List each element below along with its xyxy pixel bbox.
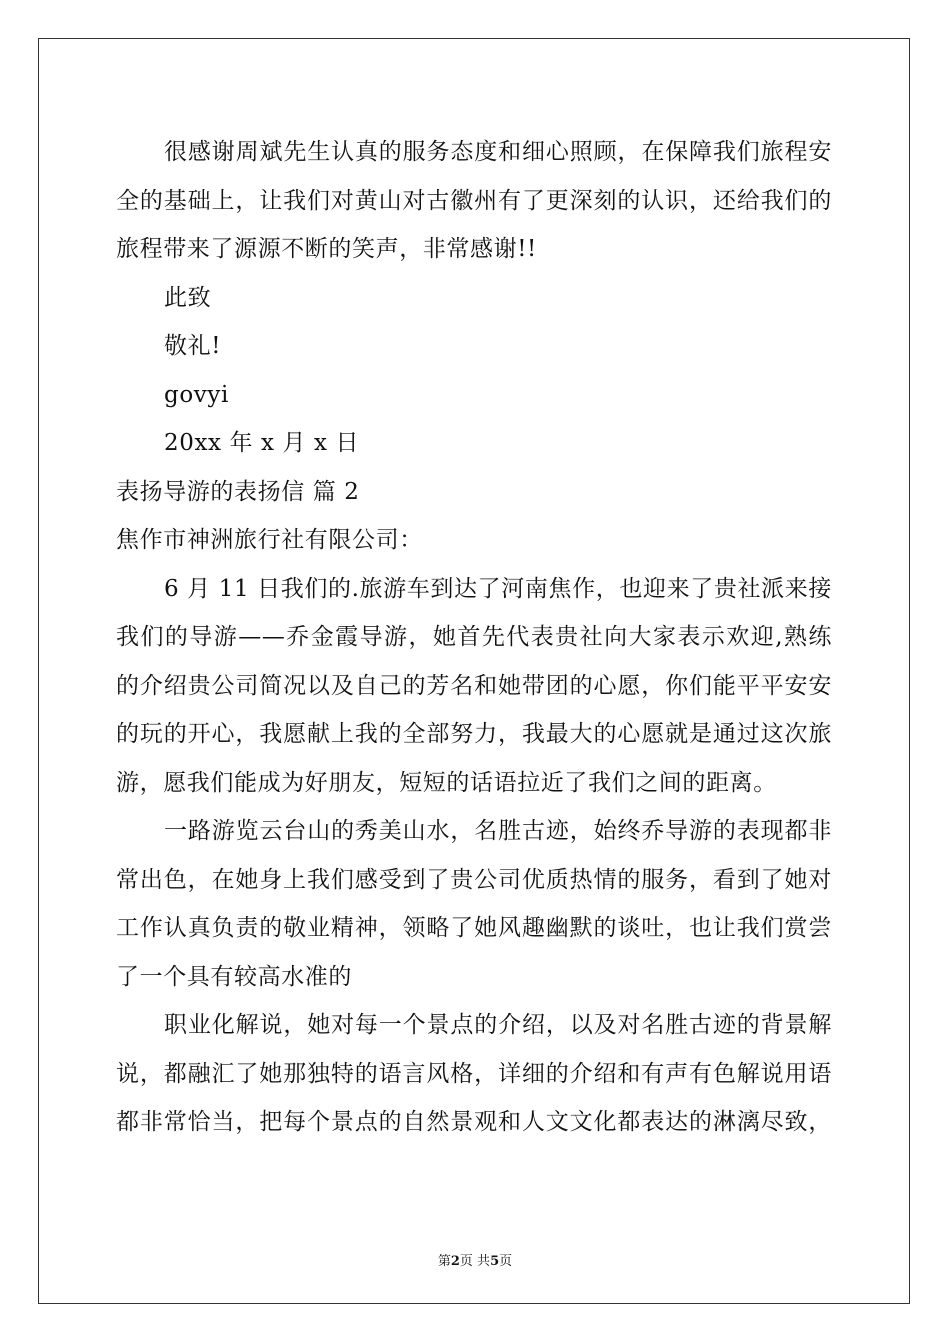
paragraph-line: 了一个具有较高水准的 (116, 963, 352, 990)
letter-date: 20xx 年 x 月 x 日 (164, 430, 360, 456)
paragraph-line: 一路游览云台山的秀美山水，名胜古迹，始终乔导游的表现都非 (164, 818, 832, 844)
total-page-number: 5 (490, 1254, 500, 1269)
paragraph-line: 都非常恰当，把每个景点的自然景观和人文文化都表达的淋漓尽致， (116, 1109, 832, 1135)
paragraph-line: 游，愿我们能成为好朋友，短短的话语拉近了我们之间的距离。 (116, 769, 777, 796)
section-title: 表扬导游的表扬信 篇 2 (116, 478, 360, 505)
paragraph-line: 工作认真负责的敬业精神，领略了她风趣幽默的谈吐，也让我们赏尝 (116, 915, 832, 941)
paragraph-line: 常出色，在她身上我们感受到了贵公司优质热情的服务，看到了她对 (116, 866, 832, 893)
paragraph-line: 的介绍贵公司简况以及自己的芳名和她带团的心愿，你们能平平安安 (116, 672, 832, 699)
paragraph-line: 职业化解说，她对每一个景点的介绍，以及对名胜古迹的背景解 (164, 1012, 832, 1038)
paragraph-line: 说，都融汇了她那独特的语言风格，详细的介绍和有声有色解说用语 (116, 1060, 832, 1087)
page-prefix: 第 (437, 1254, 451, 1269)
salutation: 此致 (164, 284, 212, 311)
page-footer (0, 1250, 950, 1269)
respect-closing: 敬礼! (164, 333, 222, 359)
letter-body (116, 128, 832, 1147)
signature: govyi (164, 381, 229, 408)
paragraph-line: 全的基础上，让我们对黄山对古徽州有了更深刻的认识，还给我们的 (116, 187, 832, 214)
paragraph-line: 6 月 11 日我们的.旅游车到达了河南焦作，也迎来了贵社派来接 (164, 575, 832, 602)
paragraph-line: 很感谢周斌先生认真的服务态度和细心照顾，在保障我们旅程安 (164, 139, 832, 165)
page-suffix: 页 (499, 1254, 513, 1269)
addressee: 焦作市神洲旅行社有限公司： (116, 527, 423, 553)
paragraph-line: 旅程带来了源源不断的笑声，非常感谢!! (116, 236, 537, 262)
paragraph-line: 的玩的开心，我愿献上我的全部努力，我最大的心愿就是通过这次旅 (116, 721, 832, 747)
paragraph-line: 我们的导游——乔金霞导游，她首先代表贵社向大家表示欢迎,熟练 (116, 624, 832, 650)
page-mid: 页 共 (459, 1254, 491, 1269)
current-page-number: 2 (450, 1254, 460, 1269)
